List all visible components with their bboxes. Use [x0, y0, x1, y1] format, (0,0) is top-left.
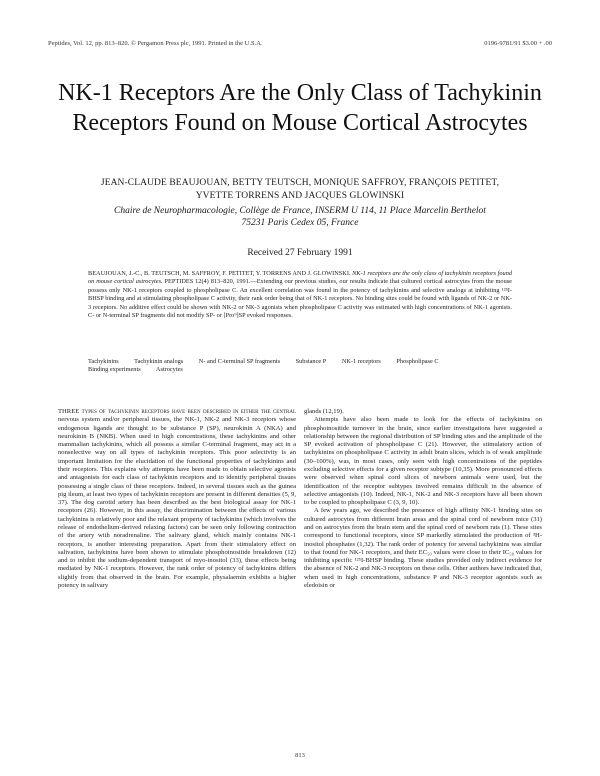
author-line-2: YVETTE TORRENS AND JACQUES GLOWINSKI	[195, 191, 405, 201]
abstract-citation-title: NK-1 receptors are the only class of tachykinin receptors found on mouse cortical astrocytes.	[88, 270, 513, 286]
keywords	[88, 358, 512, 375]
issn-price: 0196-9781/91 $3.00 + .00	[484, 40, 552, 47]
body-paragraph: THREE types of tachykinin receptors have been described in either the central nervous system and/or peripheral tissues, the NK-1, NK-2 and NK-3 receptors whose endogenous ligands are thought to be substance P (SP), neurokinin A (NKA) and neurokinin B (NKB). When used in high concentrations, these tachykinins and other mammalian tachykinins, which all possess a similar C-terminal fragment, may act in a nonselective way on all types of tachykinin receptors. This poor selectivity is an important limitation for the elucidation of the functional properties of tachykinins and their receptors. This explains why attempts have been made to obtain selective agonists and antagonists for each class of tachykinin receptors and to identify peripheral tissues possessing a single class of these receptors. Indeed, in several tissues such as the guinea pig ileum, at least two types of tachykinin receptors are present in different densities (5, 9, 37). The dog carotid artery has been described as the best biological assay for NK-1 receptors (26). However, in this assay, the discrimination between the effects of various tachykinins is relatively poor and the relaxant property of tachykinins (which involves the release of endothelium-derived relaxing factors) can be seen only following contraction of the artery with noradrenaline. The salivary gland, which mainly contains NK-1 receptors, is another interesting preparation. Apart from their stimulatory effect on salivation, tachykinins have been shown to stimulate phosphoinositide breakdown (12) and to inhibit the sodium-dependent transport of myo-inositol (33), these effects being mediated by NK-1 receptors. However, the rank order of potency of tachykinins differs slightly from that observed in the brain. For example, physalaemin exhibits a higher potency in salivary	[58, 408, 296, 589]
abstract	[88, 270, 512, 320]
affiliation-line-2: 75231 Paris Cedex 05, France	[241, 218, 359, 228]
journal-citation: Peptides, Vol. 12, pp. 813–820. © Pergamon Press plc, 1991. Printed in the U.S.A.	[48, 40, 263, 47]
abstract-citation-authors: BEAUJOUAN, J.-C., B. TEUTSCH, M. SAFFROY, F. PETITET, Y. TORRENS AND J. GLOWINSKI.	[88, 270, 351, 277]
article-title: NK-1 Receptors Are the Only Class of Tachykinin Receptors Found on Mouse Cortical Astrocytes	[58, 80, 542, 136]
keyword: NK-1 receptors	[341, 358, 381, 365]
keyword: Binding experiments	[88, 366, 141, 374]
affiliation	[60, 205, 540, 229]
author-list	[60, 177, 540, 203]
author-line-1: JEAN-CLAUDE BEAUJOUAN, BETTY TEUTSCH, MONIQUE SAFFROY, FRANÇOIS PETITET,	[100, 178, 500, 188]
keyword: Substance P	[295, 358, 327, 365]
body-column-right	[304, 408, 542, 590]
received-date: Received 27 February 1991	[247, 248, 353, 258]
page-number: 813	[295, 752, 305, 759]
keyword: Tachykinin analogs	[134, 358, 184, 365]
abstract-body: —Extending our previous studies, our results indicate that cultured cortical astrocytes from the mouse possess only NK-1 receptors coupled to phospholipase C. An excellent correlation was found in the potency of tachykinins and selective analogs at inhibiting ¹²⁵I-BHSP binding and at stimulating phospholipase C activity, their rank order being that of NK-1 receptors. No binding sites could be found with ligands of NK-2 or NK-3 receptors. No additive effect could be shown with NK-2 or NK-3 agonists when phospholipase C activity was estimated with high concentrations of NK-1 agonists. C- or N-terminal SP fragments did not modify SP- or [Pro⁹]SP evoked responses.	[88, 278, 512, 320]
keyword: N- and C-terminal SP fragments	[198, 358, 281, 365]
running-head	[48, 40, 552, 47]
keyword: Tachykinins	[88, 358, 119, 365]
keyword: Astrocytes	[155, 366, 183, 374]
body-column-left	[58, 408, 296, 590]
affiliation-line-1: Chaire de Neuropharmacologie, Collège de France, INSERM U 114, 11 Place Marcelin Berthelot	[114, 206, 486, 216]
keyword: Phospholipase C	[396, 358, 439, 365]
abstract-citation-source: PEPTIDES 12(4) 813–820, 1991.	[164, 278, 251, 286]
body-paragraph: glands (12,19).	[304, 408, 344, 415]
body-paragraph: Attempts have also been made to look for the effects of tachykinins on phosphoinositide turnover in the brain, since earlier investigations have suggested a relationship between the regional distribution of SP binding sites and the amplitude of the SP evoked activation of phospholipase C (21). However, the stimulatory action of tachykinins on phospholipase C activity in adult brain slices, which is of weak amplitude (30–100%), was, in most cases, only seen with high concentrations of the peptides excluding selective effects for a given receptor subtype (10,35). More pronounced effects were observed when spinal cord slices of newborn animals were used, but the identification of the receptor subtypes involved remains difficult in the absence of selective antagonists (10). Indeed, NK-1, NK-2 and NK-3 receptors have all been shown to be coupled to phospholipase C (3, 9, 10).	[304, 416, 542, 507]
body-paragraph: A few years ago, we described the presence of high affinity NK-1 binding sites on cultured astrocytes from different brain areas and the spinal cord of newborn mice (31) and on astrocytes from the brain stem and the spinal cord of newborn rats (1). These sites correspond to functional receptors, since SP markedly stimulated the production of ³H-inositol phosphates (1,32). The rank order of potency for several tachykinins was similar to that found for NK-1 receptors, and their EC₅₀ values were close to their IC₅₀ values for inhibiting specific ¹²⁵I-BHSP binding. These studies provided only indirect evidence for the absence of NK-2 and NK-3 receptors on these cells. Other authors have indicated that, when used in high concentrations, substance P and NK-3 receptor agonists such as eledoisin or	[304, 507, 542, 589]
